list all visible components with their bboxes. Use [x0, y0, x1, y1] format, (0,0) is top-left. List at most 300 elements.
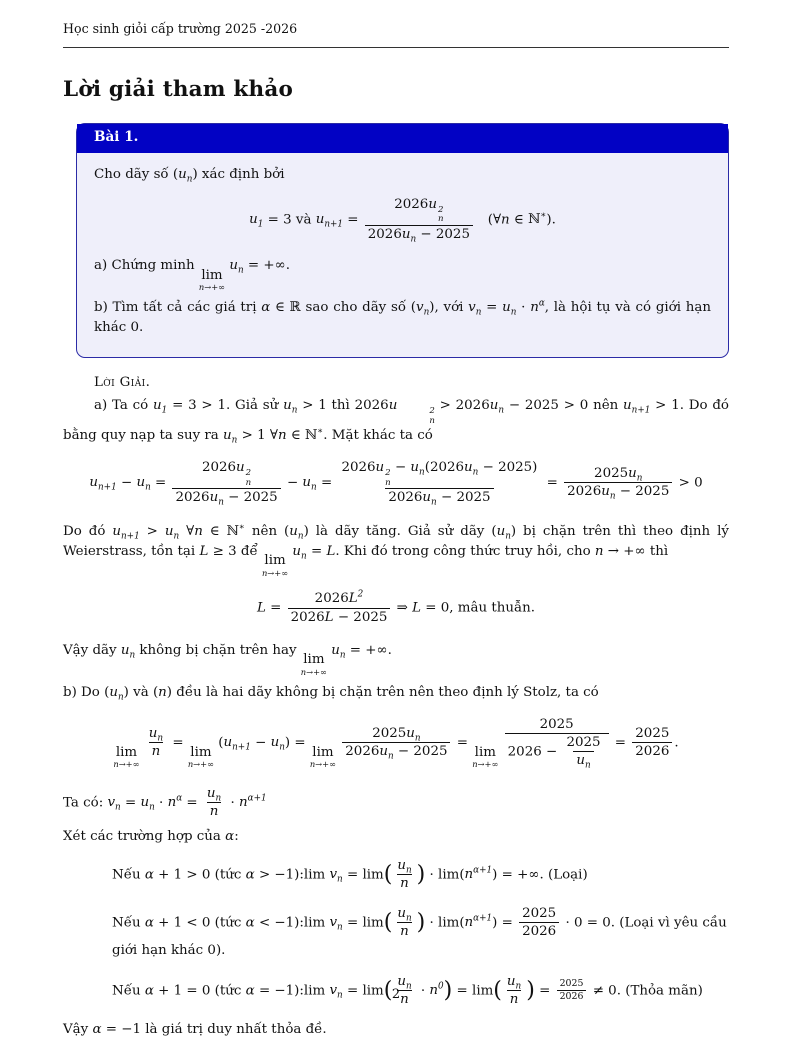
limit-operator: [199, 269, 225, 292]
subscript: n: [405, 913, 412, 924]
denominator: [365, 225, 473, 243]
subscript: n: [279, 742, 285, 753]
math-var: $u_n$: [576, 753, 591, 772]
subscript: n: [423, 307, 430, 318]
subscript: n: [498, 405, 505, 416]
math-text: =: [452, 735, 473, 751]
denominator: [207, 802, 222, 820]
math-text: =: [542, 475, 563, 491]
math-text: → +∞ thì: [603, 543, 669, 559]
math-var: n: [151, 744, 161, 760]
math-var: $v_n$: [468, 299, 482, 318]
lim-word: lim: [264, 553, 286, 569]
math-var: α: [144, 983, 154, 999]
math-text: 2025: [372, 725, 407, 741]
math-var: $u_n$: [178, 166, 193, 185]
subscript: n: [387, 751, 394, 762]
lim-subscript: n→+∞: [113, 759, 140, 770]
math-var: $u_n$: [229, 258, 244, 276]
math-var: $u_{n+1}$: [89, 475, 117, 494]
math-text: không bị chặn trên hay: [135, 643, 301, 659]
math-text: . Khi đó trong công thức truy hồi, cho: [335, 543, 595, 559]
limit-operator: lim: [362, 867, 384, 883]
fraction: [365, 196, 473, 244]
subscript: n: [157, 733, 164, 744]
solution-section: [63, 373, 729, 1041]
subscript: n: [515, 981, 522, 992]
math-text: (∀: [474, 211, 502, 227]
math-text: = +∞.: [243, 258, 291, 274]
numerator: [563, 734, 603, 751]
math-text: − 2025): [478, 460, 538, 476]
math-var: L: [199, 543, 209, 559]
sub-sup-stack: [246, 469, 252, 488]
math-text: (: [459, 867, 465, 883]
math-var: n: [400, 876, 409, 892]
problem-label: Bài 1.: [94, 129, 139, 146]
fraction: [288, 590, 391, 626]
math-text: (: [459, 915, 465, 931]
display-equation: [63, 459, 729, 507]
denominator: [385, 488, 493, 506]
subscript: n: [431, 497, 437, 508]
big-paren: (: [383, 976, 393, 1003]
display-equation: [63, 716, 729, 770]
subscript: n: [339, 650, 346, 661]
math-text: ∀: [179, 523, 195, 539]
subscript: n: [186, 174, 193, 185]
math-var: α: [245, 867, 255, 883]
math-text: =: [316, 475, 337, 491]
math-text: 2026 −: [507, 744, 562, 760]
fraction: [505, 716, 609, 770]
math-var: L: [326, 543, 336, 559]
math-text: ∈: [202, 523, 227, 539]
subscript: n: [173, 531, 180, 542]
math-text: Vậy: [63, 1022, 93, 1038]
numerator: [391, 196, 446, 225]
subscript: n+1: [98, 483, 117, 494]
limit-operator: [301, 653, 327, 676]
denominator: [519, 922, 559, 940]
superscript: α+1: [473, 865, 493, 876]
denominator: [149, 742, 164, 760]
numerator: [369, 725, 423, 742]
math-var: $u_n$: [283, 397, 298, 416]
math-text: ).: [546, 211, 556, 227]
math-text: − 2025: [333, 609, 388, 625]
math-var: $u_n$: [397, 973, 412, 992]
subscript: n: [311, 483, 317, 494]
subscript: n: [337, 990, 343, 1001]
math-text: − 2025: [393, 744, 448, 760]
lim-word: lim: [115, 744, 138, 760]
math-var: L: [412, 600, 422, 616]
math-text: ) =: [492, 915, 518, 931]
fraction: [342, 725, 450, 761]
paragraph: [63, 785, 729, 821]
paragraph: [63, 396, 729, 446]
subscript: n: [115, 802, 121, 813]
problem-box-body: [77, 153, 728, 357]
math-text: > 2026: [434, 397, 490, 413]
math-var: $n^0$: [429, 981, 444, 999]
lim-word: lim: [303, 652, 325, 668]
subscript: n: [405, 981, 412, 992]
math-text: ℕ∗: [528, 210, 547, 227]
subscript: n: [414, 733, 421, 744]
math-text: =: [306, 543, 327, 559]
math-text: ℕ∗: [226, 522, 245, 539]
math-var: $u_n$: [331, 643, 346, 661]
math-text: 2026: [290, 609, 325, 625]
math-text: > −1):: [254, 867, 304, 883]
denominator: [564, 482, 672, 503]
math-text: ) bị chặn trên thì theo định lý Weierstrass, tồn tại: [63, 523, 729, 559]
math-var: u 2 n: [428, 196, 444, 225]
subscript: n: [437, 214, 444, 225]
limit-operator: [188, 746, 214, 769]
math-var: $v_n$: [416, 299, 430, 318]
math-text: (2026: [424, 460, 465, 476]
math-text: ·: [226, 795, 239, 811]
lim-subscript: n→+∞: [300, 667, 327, 678]
subscript: 1: [161, 405, 168, 416]
page-header: [63, 20, 729, 48]
numerator: [632, 725, 672, 742]
math-text: 2026: [522, 924, 557, 940]
superscript: 0: [438, 981, 444, 992]
superscript: ∗: [238, 522, 245, 533]
math-text: Do đó: [63, 523, 113, 539]
math-text: 2025: [539, 716, 574, 732]
limit-operator: [472, 746, 498, 769]
math-var: α: [144, 867, 154, 883]
math-var: α: [144, 915, 154, 931]
subscript: n: [584, 761, 591, 772]
limit-operator: lim: [303, 915, 326, 931]
math-text: b) Tìm tất cả các giá trị: [94, 299, 262, 315]
math-var: $u_n$: [148, 725, 164, 744]
fraction: [146, 725, 166, 761]
math-var: L: [256, 600, 266, 616]
superscript: 2: [429, 406, 435, 417]
lim-subscript: n→+∞: [309, 759, 337, 770]
math-var: $u_n$: [120, 643, 136, 661]
problem-box: [76, 123, 729, 358]
math-var: $u_n$: [410, 460, 425, 478]
subscript: n+1: [120, 531, 140, 542]
paragraph: [94, 165, 711, 185]
subscript: n: [505, 531, 511, 542]
math-text: =: [342, 915, 363, 931]
math-var: $n^{\alpha+1}$: [464, 913, 493, 931]
problem-box-header: [77, 124, 728, 152]
subscript: n: [297, 531, 304, 542]
subscript: n: [129, 650, 136, 661]
math-var: $u_n$: [270, 735, 285, 753]
math-var: α: [261, 299, 271, 315]
math-var: $u_n$: [397, 857, 412, 876]
math-text: −: [390, 460, 411, 476]
limit-operator: lim: [303, 983, 326, 999]
math-var: α: [245, 915, 255, 931]
math-text: =: [534, 983, 555, 999]
math-text: 2026: [175, 490, 210, 506]
solution-heading: Lời Giải.: [94, 374, 151, 390]
big-paren: ): [416, 908, 426, 935]
math-text: = 3 > 1. Giả sử: [167, 397, 284, 413]
subscript: n: [301, 551, 307, 562]
math-var: n: [509, 992, 519, 1008]
math-text: = −1 là giá trị duy nhất thỏa đề.: [101, 1022, 327, 1038]
math-var: n: [209, 804, 219, 820]
math-text: ∈: [509, 211, 529, 227]
denominator: [632, 742, 672, 760]
math-text: b) Do (: [63, 684, 110, 700]
math-var: $u_n$: [506, 973, 522, 992]
subscript: n: [337, 922, 343, 933]
math-text: Xét các trường hợp của: [63, 828, 226, 844]
math-text: a) Chứng minh: [94, 258, 199, 274]
numerator: [204, 785, 224, 802]
math-var: n: [400, 924, 409, 940]
math-var: $n^\alpha$: [167, 793, 183, 811]
big-paren: (: [383, 908, 393, 935]
math-text: > 0: [674, 475, 703, 491]
math-text: + 1 > 0 (tức: [153, 867, 246, 883]
math-var: $u_n$: [397, 905, 412, 924]
subscript: n+1: [232, 742, 251, 753]
math-var: $u_n$: [406, 725, 421, 744]
subscript: n: [291, 405, 298, 416]
subscript: n: [475, 307, 482, 318]
limit-operator: [262, 554, 288, 577]
math-text: 2026: [388, 490, 423, 506]
math-var: $u_{n+1}$: [315, 211, 344, 230]
lim-word: lim: [312, 744, 334, 760]
math-text: + 1 = 0 (tức: [153, 983, 246, 999]
math-text: ), với: [429, 299, 469, 315]
math-var: $L^2$: [348, 589, 364, 607]
fraction: [338, 459, 540, 507]
subscript: n: [237, 265, 244, 276]
math-text: − 2025 > 0 nên: [504, 397, 624, 413]
math-text: ≥ 3 để: [208, 543, 262, 559]
limit-operator: lim: [472, 983, 494, 999]
math-text: ⇒: [392, 600, 413, 616]
math-text: Ta có:: [63, 795, 108, 811]
math-text: 2026: [341, 460, 376, 476]
math-var: $u_n$: [379, 744, 394, 762]
superscript: ∗: [317, 426, 324, 437]
math-text: 2026: [635, 744, 670, 760]
math-var: u 2 n: [388, 397, 435, 426]
superscript: 2: [437, 204, 444, 215]
math-text: 2026: [201, 460, 237, 476]
math-text: =: [342, 983, 363, 999]
math-text: ) = +∞. (Loại): [492, 867, 588, 883]
display-equation: [94, 196, 711, 244]
paragraph: [63, 1020, 729, 1040]
paragraph: [63, 683, 729, 703]
math-text: = 3 và: [263, 211, 316, 227]
math-text: 2025: [594, 466, 629, 482]
denominator: [288, 608, 391, 626]
math-text: .: [674, 735, 679, 751]
math-text: =: [481, 299, 503, 315]
math-text: =: [168, 735, 188, 751]
limit-operator: lim: [438, 915, 460, 931]
math-var: $u_n$: [206, 785, 222, 804]
math-var: $u_n$: [289, 523, 304, 542]
math-var: $u_n$: [209, 490, 224, 508]
math-text: =: [150, 475, 171, 491]
limit-operator: lim: [362, 915, 384, 931]
math-text: [498, 735, 502, 750]
lim-subscript: n→+∞: [472, 759, 499, 770]
display-equation: [63, 590, 729, 626]
big-paren: ): [443, 976, 453, 1003]
math-var: $u_n$: [502, 299, 517, 318]
math-text: ) =: [284, 735, 310, 751]
subscript: n: [145, 483, 151, 494]
math-text: :: [234, 828, 239, 844]
math-text: + 1 < 0 (tức: [153, 915, 246, 931]
paragraph: [63, 827, 729, 847]
paragraph: [94, 256, 711, 291]
fraction: [632, 725, 672, 761]
math-var: $u_{n+1}$: [623, 397, 651, 416]
superscript: 2: [385, 468, 391, 479]
subscript: n: [245, 477, 252, 488]
math-var: $u_{n+1}$: [112, 523, 140, 542]
math-var: u 2 n: [375, 460, 391, 488]
numerator: [519, 905, 559, 922]
math-text: − 2025: [615, 484, 670, 500]
math-text: Nếu: [112, 983, 145, 999]
math-var: $n^{\alpha+1}$: [238, 793, 267, 811]
denominator: [397, 922, 412, 940]
big-paren: ): [416, 860, 426, 887]
fraction: [204, 785, 224, 821]
math-text: 2025: [522, 905, 557, 921]
math-var: $u_1$: [153, 397, 168, 416]
math-var: n: [194, 523, 203, 539]
lim-word: lim: [190, 744, 212, 760]
limit-operator: lim: [438, 867, 460, 883]
subscript: n+1: [631, 405, 651, 416]
limit-operator: [113, 746, 139, 769]
math-text: 2025: [559, 977, 584, 989]
math-text: =: [452, 983, 473, 999]
page-number: 2: [391, 986, 401, 1002]
math-text: ) đều là hai dãy không bị chặn trên nên theo định lý Stolz, ta có: [166, 684, 599, 700]
limit-operator: lim: [362, 983, 384, 999]
math-var: $v_n$: [329, 915, 343, 933]
math-var: $u_{n+1}$: [223, 735, 251, 753]
math-var: α: [225, 828, 235, 844]
math-var: $u_n$: [292, 543, 307, 562]
lim-word: lim: [474, 744, 496, 760]
numerator: [312, 590, 367, 607]
math-var: $u_n$: [140, 795, 155, 813]
page-title: Lời giải tham khảo: [63, 76, 294, 102]
math-var: n: [400, 992, 409, 1008]
subscript: n: [337, 874, 343, 885]
math-var: $v_n$: [329, 867, 343, 885]
math-var: α: [92, 1022, 102, 1038]
sub-sup-stack: [398, 407, 435, 426]
big-paren: (: [493, 976, 502, 1003]
subscript: n: [410, 234, 417, 245]
math-text: Vậy dãy: [63, 643, 121, 659]
math-var: $u_n$: [464, 460, 479, 478]
math-text: 2026: [367, 226, 402, 242]
math-text: ·: [425, 915, 439, 931]
math-var: $u_n$: [628, 466, 643, 484]
subscript: n: [636, 473, 643, 484]
math-text: ) là dãy tăng. Giả sử dãy (: [303, 523, 497, 539]
solution-body: [63, 396, 729, 1041]
math-text: ≠ 0. (Thỏa mãn): [588, 983, 703, 999]
math-text: > 1. Do đó bằng quy nạp ta suy ra: [63, 397, 729, 444]
math-text: ·: [425, 867, 439, 883]
superscript: 2: [357, 589, 364, 600]
math-text: ·: [516, 299, 531, 315]
paragraph: [63, 641, 729, 676]
math-text: >: [139, 523, 165, 539]
math-text: =: [182, 795, 202, 811]
numerator: [394, 905, 414, 922]
math-text: nên (: [244, 523, 290, 539]
math-text: ·: [416, 983, 430, 999]
fraction: [394, 857, 414, 893]
math-var: $u_n$: [401, 226, 417, 245]
numerator: [394, 857, 414, 874]
math-text: =: [120, 795, 141, 811]
math-var: $u_n$: [109, 684, 124, 703]
math-text: > 1 ∀: [237, 428, 278, 444]
math-var: n: [594, 543, 604, 559]
math-text: · 0 = 0. (Loại vì yêu cầu giới hạn khác 0).: [112, 915, 727, 958]
subscript: n: [215, 793, 222, 804]
math-var: $u_1$: [249, 211, 264, 230]
math-var: u 2 n: [236, 460, 252, 488]
math-text: = 0, mâu thuẫn.: [421, 600, 536, 616]
math-text: ·: [154, 795, 168, 811]
superscript: α+1: [247, 793, 267, 804]
math-text: 2026: [567, 484, 602, 500]
math-var: $u_n$: [136, 475, 151, 494]
fraction: [563, 734, 603, 770]
subscript: n: [510, 307, 517, 318]
math-text: 2025: [635, 725, 670, 741]
math-var: $u_n$: [164, 523, 180, 542]
math-var: $n^\alpha$: [530, 298, 545, 315]
math-text: 2026: [394, 196, 429, 212]
math-text: =: [343, 211, 363, 227]
fraction: [394, 905, 414, 941]
subscript: n: [231, 435, 238, 446]
subscript: n: [149, 802, 155, 813]
paragraph: [112, 857, 729, 893]
limit-operator: lim: [303, 867, 326, 883]
numerator: [199, 459, 254, 488]
math-text: ) và (: [123, 684, 159, 700]
sub-sup-stack: [438, 206, 444, 225]
superscript: 2: [245, 468, 252, 479]
